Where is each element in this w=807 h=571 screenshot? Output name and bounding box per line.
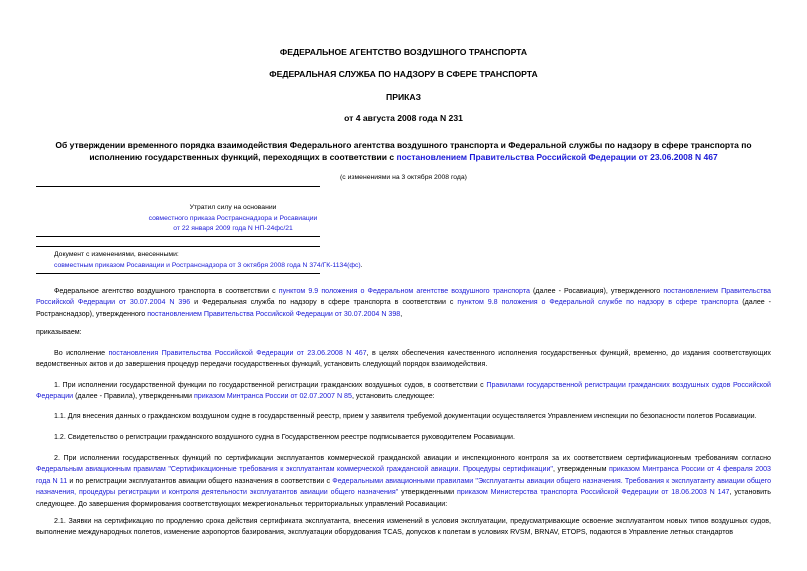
link-transnadzor-regulation[interactable]: пунктом 9.8 положения о Федеральной службе по надзору в сфере транспорта	[457, 298, 739, 307]
text: , в целях обеспечения качественного исполнения государственных функций, временно, до издания соответствующих ведомственных актов и до завершения процедур передачи государственных функций, установить следующий порядок взаимодействия.	[36, 349, 771, 369]
lost-force-link-order[interactable]: совместного приказа Ространснадзора и Росавиации	[148, 214, 318, 222]
divider	[36, 246, 320, 247]
divider	[36, 273, 320, 274]
paragraph-execution	[36, 348, 771, 371]
title-text: Об утверждении временного порядка взаимодействия Федерального агентства воздушного транспорта и Федеральной службы по надзору в сфере транспорта по исполнению государственных функций, переходящих в соответствии с	[55, 140, 752, 162]
paragraph-1-1	[36, 411, 771, 422]
divider	[36, 236, 320, 237]
document-title	[36, 139, 771, 163]
doc-changes-block	[54, 250, 363, 271]
paragraph-1	[36, 380, 771, 403]
paragraph-1-2	[36, 432, 771, 443]
date-number-heading: от 4 августа 2008 года N 231	[344, 113, 463, 123]
paragraph-preamble	[36, 286, 771, 320]
link-mintrans-order-85[interactable]: приказом Минтранса России от 02.07.2007 N 85	[193, 392, 352, 401]
text: (далее - Ространснадзор), утвержденного	[36, 298, 772, 318]
link-mintrans-order-147[interactable]: приказом Министерства транспорта Российской Федерации от 18.06.2003 N 147	[456, 488, 730, 497]
text: 1.2. Свидетельство о регистрации гражданского воздушного судна в Государственном реестре подписывается руководителем Росавиации.	[54, 433, 515, 441]
text: 2. При исполнении государственных функций по сертификации эксплуатантов коммерческой гражданской авиации и инспекционного контроля за их соответствием сертификационным требованиям согласно	[54, 454, 771, 462]
text: (далее - Правила), утвержденными	[73, 392, 194, 401]
paragraph-2	[36, 453, 771, 510]
text: и по регистрации эксплуатантов авиации общего назначения в соответствии с	[67, 476, 333, 485]
doc-changes-tail: .	[360, 261, 363, 269]
paragraph-2-1	[36, 516, 771, 539]
doc-type-heading: ПРИКАЗ	[386, 92, 421, 102]
link-general-aviation-rules[interactable]: Федеральными авиационными правилами "Эксплуатанты авиации общего назначения. Требования к эксплуатанту авиации общего назначения, процедуры регистрации и контроля деятельности эксплуатантов авиации общего назначения"	[36, 476, 772, 497]
service-heading: ФЕДЕРАЛЬНАЯ СЛУЖБА ПО НАДЗОРУ В СФЕРЕ ТРАНСПОРТА	[269, 69, 538, 79]
doc-changes-link[interactable]: совместным приказом Росавиации и Ространснадзора от 3 октября 2008 года N 374/ГК-1134(фс)	[54, 261, 361, 269]
link-rosaviatsia-regulation[interactable]: пунктом 9.9 положения о Федеральном агентстве воздушного транспорта	[278, 287, 530, 295]
text: , установить следующее:	[351, 392, 435, 401]
text: утвержденными	[398, 488, 457, 497]
link-certification-rules[interactable]: Федеральным авиационным правилам "Сертификационные требования к эксплуатантам коммерческой гражданской авиации. Процедуры сертификации"	[36, 465, 553, 474]
link-decree-396[interactable]: постановлением Правительства Российской Федерации от 30.07.2004 N 396	[36, 287, 771, 307]
link-decree-398[interactable]: постановлением Правительства Российской Федерации от 30.07.2004 N 398	[147, 309, 401, 318]
link-mintrans-order-11[interactable]: приказом Минтранса России от 4 февраля 2003 года N 11	[36, 465, 771, 485]
text: 2.1. Заявки на сертификацию по продлению срока действия сертификата эксплуатанта, внесения изменений в условия эксплуатации, предусматривающие освоение эксплуатантом новых типов воздушных судов, выполнение международных полетов, изменение аэропортов базирования, эксплуатации оборудования TCAS, допусков к полетам в условиях RVSM, BRNAV, ETOPS, подаются в Управление летных стандартов	[36, 517, 771, 537]
text: 1.1. Для внесения данных о гражданском воздушном судне в государственный реестр, прием у заявителя требуемой документации осуществляется Управлением инспекции по безопасности полетов Росавиации.	[54, 412, 757, 420]
text: (далее - Росавиация), утвержденного	[529, 287, 664, 295]
text: Федеральное агентство воздушного транспорта в соответствии с	[54, 287, 279, 295]
link-registration-rules[interactable]: Правилами государственной регистрации гражданских воздушных судов Российской Федерации	[36, 381, 771, 401]
lost-force-block	[36, 203, 430, 235]
edits-note: (с изменениями на 3 октября 2008 года)	[340, 174, 467, 181]
text: 1. При исполнении государственной функции по государственной регистрации гражданских воздушных судов, в соответствии с	[54, 381, 487, 389]
agency-heading: ФЕДЕРАЛЬНОЕ АГЕНТСТВО ВОЗДУШНОГО ТРАНСПОРТА	[279, 47, 528, 57]
text: , утвержденным	[552, 465, 609, 474]
paragraph-order: приказываем:	[36, 328, 82, 336]
title-link-decree-467[interactable]: постановлением Правительства Российской Федерации от 23.06.2008 N 467	[396, 152, 718, 162]
lost-force-link-date[interactable]: от 22 января 2009 года N НП-24фс/21	[173, 225, 293, 232]
divider	[36, 186, 320, 187]
text: , установить следующее. До завершения формирования соответствующих межрегиональных территориальных управлений Росавиации:	[36, 488, 772, 508]
lost-force-label: Утратил силу на основании	[189, 204, 277, 211]
text: и Федеральная служба по надзору в сфере транспорта в соответствии с	[190, 298, 458, 307]
text: ,	[400, 309, 403, 318]
link-decree-467[interactable]: постановления Правительства Российской Федерации от 23.06.2008 N 467	[108, 349, 367, 357]
text: Во исполнение	[54, 349, 109, 357]
doc-changes-label: Документ с изменениями, внесенными:	[54, 251, 179, 258]
